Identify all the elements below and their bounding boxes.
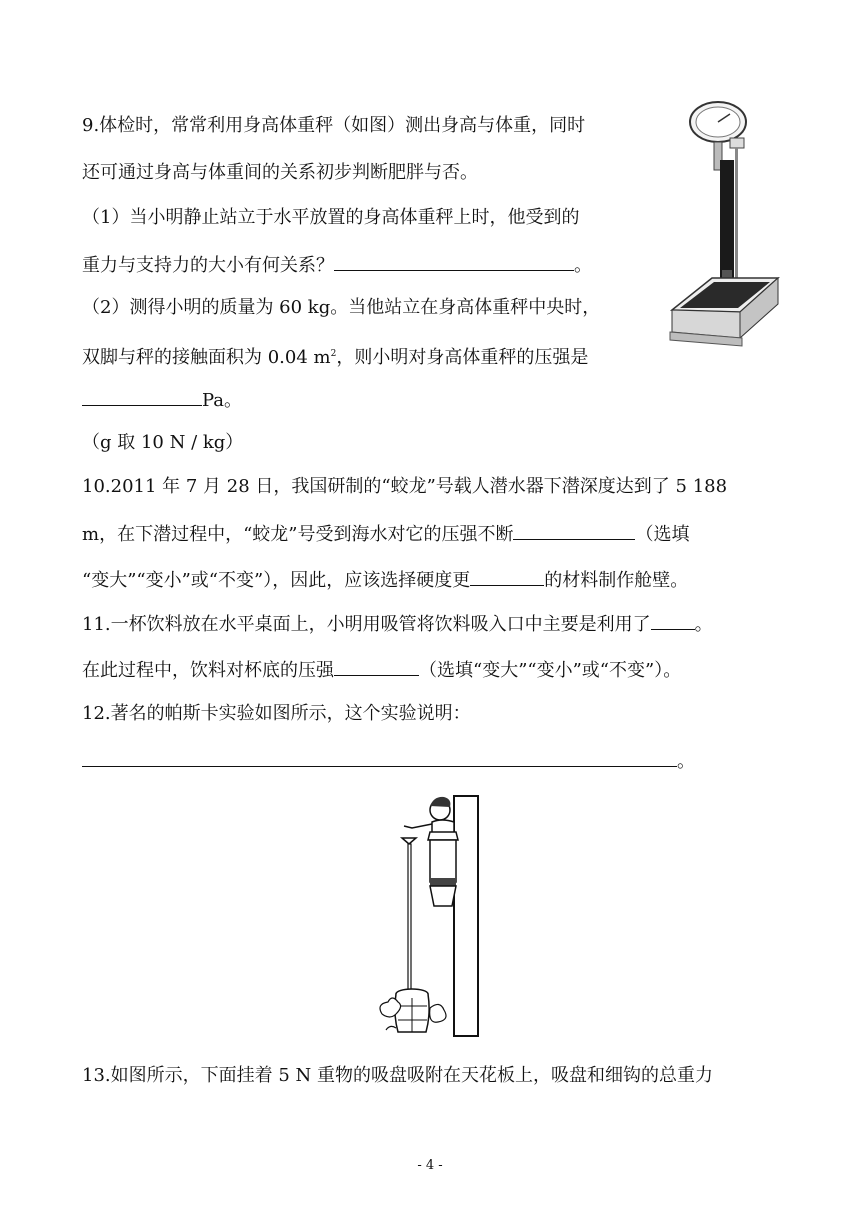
q11-answer-blank-1[interactable] — [651, 611, 695, 630]
q11-line-1-end: 。 — [694, 614, 713, 635]
q11-line-2-end: （选填“变大”“变小”或“不变”）。 — [419, 660, 682, 681]
q10-answer-blank-2[interactable] — [470, 567, 544, 586]
q9-part1-line-1: （1）当小明静止站立于水平放置的身高体重秤上时，他受到的 — [82, 207, 580, 228]
q9-part2-area-text: 双脚与秤的接触面积为 0.04 m — [82, 347, 331, 368]
q9-superscript: 2 — [330, 349, 337, 359]
q10-line-2 — [82, 521, 689, 547]
q9-part2-pressure-text: ，则小明对身高体重秤的压强是 — [336, 347, 589, 368]
q12-line-1: 12.著名的帕斯卡实验如图所示，这个实验说明： — [82, 703, 471, 724]
q12-line-2 — [82, 748, 695, 774]
q10-line-2-text: m，在下潜过程中，“蛟龙”号受到海水对它的压强不断 — [82, 524, 514, 545]
q9-answer-blank-2[interactable] — [82, 387, 202, 406]
q10-line-1: 10.2011 年 7 月 28 日，我国研制的“蛟龙”号载人潜水器下潜深度达到了 5 188 — [82, 476, 728, 497]
q13-line-1: 13.如图所示，下面挂着 5 N 重物的吸盘吸附在天花板上，吸盘和细钩的总重力 — [82, 1065, 713, 1086]
q9-part2-line-3 — [82, 387, 242, 413]
q11-line-1 — [82, 611, 713, 637]
q12-answer-blank[interactable] — [82, 748, 677, 767]
q11-line-2 — [82, 657, 681, 683]
q11-answer-blank-2[interactable] — [334, 657, 419, 676]
q9-unit: Pa。 — [202, 390, 243, 411]
q12-line-2-end: 。 — [677, 751, 695, 772]
q10-line-2-end: （选填 — [635, 524, 690, 545]
height-weight-scale-figure — [660, 100, 780, 360]
q10-line-3 — [82, 567, 688, 593]
q9-line-1: 9.体检时，常常利用身高体重秤（如图）测出身高与体重，同时 — [82, 115, 586, 136]
q9-part1-line-2 — [82, 252, 592, 278]
q10-line-3-text: “变大”“变小”或“不变”），因此，应该选择硬度更 — [82, 570, 471, 591]
q9-part2-line-2 — [82, 342, 588, 370]
page-number: - 4 - — [417, 1158, 443, 1173]
q9-answer-blank-1[interactable] — [334, 252, 574, 271]
q9-part1-end: 。 — [574, 255, 592, 276]
q9-part1-question: 重力与支持力的大小有何关系？ — [82, 255, 334, 276]
q11-line-1-text: 11.一杯饮料放在水平桌面上，小明用吸管将饮料吸入口中主要是利用了 — [82, 614, 651, 635]
q9-g-note: （g 取 10 N / kg） — [82, 432, 244, 453]
q10-line-3-end: 的材料制作舱壁。 — [544, 570, 689, 591]
pascal-barrel-experiment-figure — [372, 792, 482, 1042]
q10-answer-blank-1[interactable] — [513, 521, 635, 540]
q9-line-2: 还可通过身高与体重间的关系初步判断肥胖与否。 — [82, 162, 478, 183]
q11-line-2-text: 在此过程中，饮料对杯底的压强 — [82, 660, 334, 681]
q9-part2-line-1: （2）测得小明的质量为 60 kg。当他站立在身高体重秤中央时， — [82, 297, 601, 318]
